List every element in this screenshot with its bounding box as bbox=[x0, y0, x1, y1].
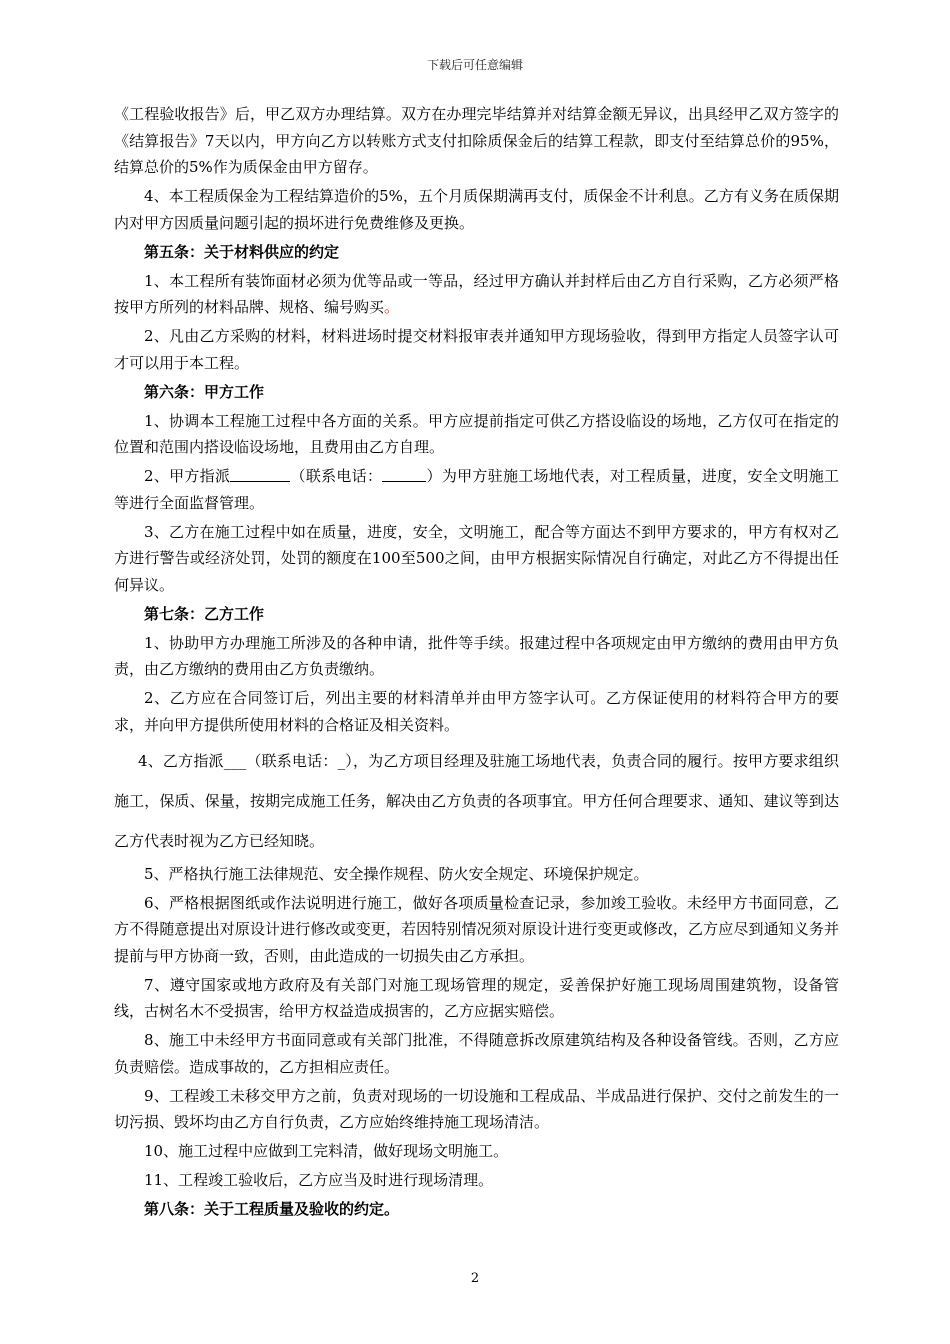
page-header: 下载后可任意编辑 bbox=[426, 58, 523, 72]
party-a-duty-text: ）为甲方驻施工场地代表，对工程质量，进度，安全文明施工等进行全面监督管理。 bbox=[114, 467, 839, 512]
paragraph-party-b-10: 10、施工过程中应做到工完料清，做好现场文明施工。 bbox=[144, 1142, 509, 1160]
paragraph-warranty-deposit: 4、本工程质保金为工程结算造价的5%，五个月质保期满再支付，质保金不计利息。乙方有义务在质保期内对甲方因质量问题引起的损坏进行免费维修及更换。 bbox=[114, 187, 839, 232]
section-heading-article-6: 第六条：甲方工作 bbox=[144, 382, 265, 401]
paragraph-party-a-3: 3、乙方在施工过程中如在质量，进度，安全，文明施工，配合等方面达不到甲方要求的，甲方有权对乙方进行警告或经济处罚，处罚的额度在100至500之间，由甲方根据实际情况自行确定，对此乙方不得提出任何异议。 bbox=[114, 522, 839, 594]
paragraph-materials-2: 2、凡由乙方采购的材料，材料进场时提交材料报审表并通知甲方现场验收，得到甲方指定人员签字认可才可以用于本工程。 bbox=[114, 327, 839, 372]
paragraph-party-b-1: 1、协助甲方办理施工所涉及的各种申请，批件等手续。报建过程中各项规定由甲方缴纳的费用由甲方负责，由乙方缴纳的费用由乙方负责缴纳。 bbox=[114, 633, 839, 678]
paragraph-materials-1 bbox=[114, 268, 839, 321]
section-heading-article-5: 第五条：关于材料供应的约定 bbox=[144, 242, 340, 261]
section-heading-article-8: 第八条：关于工程质量及验收的约定。 bbox=[144, 1200, 400, 1218]
representative-phone-blank bbox=[382, 465, 426, 482]
party-a-appoint-text: 2、甲方指派 bbox=[144, 467, 231, 485]
section-heading-article-7: 第七条：乙方工作 bbox=[144, 604, 265, 623]
paragraph-party-b-9: 9、工程竣工未移交甲方之前，负责对现场的一切设施和工程成品、半成品进行保护、交付之前发生的一切污损、毁坏均由乙方自行负责，乙方应始终维持施工现场清洁。 bbox=[114, 1086, 839, 1131]
paragraph-party-a-1: 1、协调本工程施工过程中各方面的关系。甲方应提前指定可供乙方搭设临设的场地，乙方仅可在指定的位置和范围内搭设临设场地，且费用由乙方自理。 bbox=[114, 411, 839, 456]
paragraph-settlement: 《工程验收报告》后，甲乙双方办理结算。双方在办理完毕结算并对结算金额无异议，出具经甲乙双方签字的《结算报告》7天以内，甲方向乙方以转账方式支付扣除质保金后的结算工程款，即支付至结算总价的95%，结算总价的5%作为质保金由甲方留存。 bbox=[114, 105, 839, 176]
paragraph-party-b-7: 7、遵守国家或地方政府及有关部门对施工现场管理的规定，妥善保护好施工现场周围建筑物，设备管线，古树名木不受损害，给甲方权益造成损害的，乙方应据实赔偿。 bbox=[114, 975, 839, 1020]
page-number: 2 bbox=[470, 1271, 480, 1286]
party-a-phone-label: （联系电话： bbox=[290, 467, 383, 485]
paragraph-party-a-2 bbox=[114, 463, 839, 516]
paragraph-party-b-11: 11、工程竣工验收后，乙方应当及时进行现场清理。 bbox=[144, 1171, 494, 1189]
paragraph-party-b-8: 8、施工中未经甲方书面同意或有关部门批准，不得随意拆改原建筑结构及各种设备管线。否则，乙方应负责赔偿。造成事故的，乙方担相应责任。 bbox=[114, 1031, 839, 1076]
paragraph-party-b-5: 5、严格执行施工法律规范、安全操作规程、防火安全规定、环境保护规定。 bbox=[144, 864, 649, 883]
paragraph-party-b-6: 6、严格根据图纸或作法说明进行施工，做好各项质量检查记录，参加竣工验收。未经甲方书面同意，乙方不得随意提出对原设计进行修改或变更，若因特别情况须对原设计进行变更或修改，乙方应尽到通知义务并提前与甲方协商一致，否则，由此造成的一切损失由乙方承担。 bbox=[114, 893, 839, 965]
document-body bbox=[114, 101, 839, 1225]
paragraph-materials-1-text: 1、本工程所有装饰面材必须为优等品或一等品，经过甲方确认并封样后由乙方自行采购，乙方必须严格按甲方所列的材料品牌、规格、编号购买 bbox=[114, 271, 839, 316]
paragraph-party-b-2: 2、乙方应在合同签订后，列出主要的材料清单并由甲方签字认可。乙方保证使用的材料符合甲方的要求，并向甲方提供所使用材料的合格证及相关资料。 bbox=[114, 689, 839, 734]
paragraph-party-b-4: 4、乙方指派___（联系电话：_），为乙方项目经理及驻施工场地代表，负责合同的履行。按甲方要求组织施工，保质、保量，按期完成施工任务，解决由乙方负责的各项事宜。甲方任何合理要求、通知、建议等到达乙方代表时视为乙方已经知晓。 bbox=[114, 751, 839, 850]
representative-name-blank bbox=[230, 465, 290, 482]
red-period-mark: 。 bbox=[384, 298, 400, 316]
